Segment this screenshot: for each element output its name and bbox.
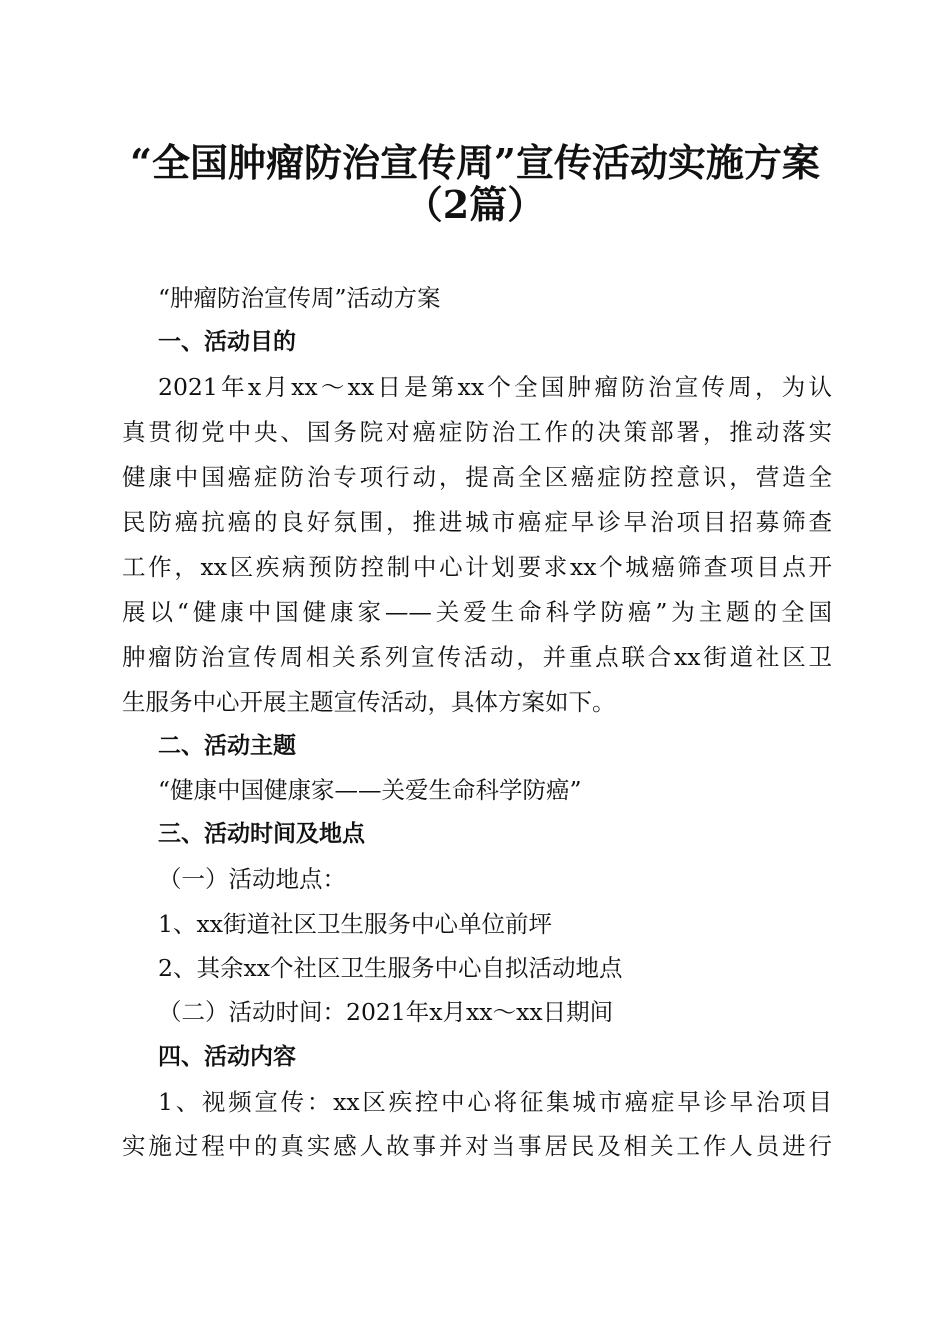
- section-heading-purpose: 一、活动目的: [158, 329, 296, 355]
- paragraph-line: 2021年x月xx～xx日是第xx个全国肿瘤防治宣传周，为认: [158, 373, 832, 401]
- paragraph-line: 生服务中心开展主题宣传活动，具体方案如下。: [122, 688, 616, 716]
- document-title-line-2: （2篇）: [404, 182, 546, 227]
- section-heading-theme: 二、活动主题: [158, 733, 296, 759]
- paragraph-line: 1、视频宣传：xx区疾控中心将征集城市癌症早诊早治项目: [158, 1088, 832, 1116]
- list-item: 1、xx街道社区卫生服务中心单位前坪: [158, 910, 552, 938]
- document-title-line-1: “全国肿瘤防治宣传周”宣传活动实施方案: [130, 140, 820, 185]
- paragraph-line: 民防癌抗癌的良好氛围，推进城市癌症早诊早治项目招募筛查: [122, 508, 832, 536]
- list-item: 2、其余xx个社区卫生服务中心自拟活动地点: [158, 954, 623, 982]
- paragraph-line: 肿瘤防治宣传周相关系列宣传活动，并重点联合xx街道社区卫: [122, 643, 832, 671]
- section-heading-time-place: 三、活动时间及地点: [158, 821, 365, 847]
- subsection-location: （一）活动地点：: [158, 865, 346, 893]
- paragraph-line: 实施过程中的真实感人故事并对当事居民及相关工作人员进行: [122, 1132, 832, 1160]
- activity-theme: “健康中国健康家——关爱生命科学防癌”: [158, 776, 582, 804]
- paragraph-line: 工作，xx区疾病预防控制中心计划要求xx个城癌筛查项目点开: [122, 553, 832, 581]
- subtitle: “肿瘤防治宣传周”活动方案: [158, 284, 441, 312]
- paragraph-line: 真贯彻党中央、国务院对癌症防治工作的决策部署，推动落实: [122, 418, 832, 446]
- section-heading-content: 四、活动内容: [158, 1044, 296, 1070]
- paragraph-line: 展以“健康中国健康家——关爱生命科学防癌”为主题的全国: [122, 598, 832, 626]
- paragraph-line: 健康中国癌症防治专项行动，提高全区癌症防控意识，营造全: [122, 463, 832, 491]
- subsection-time: （二）活动时间：2021年x月xx～xx日期间: [158, 998, 614, 1026]
